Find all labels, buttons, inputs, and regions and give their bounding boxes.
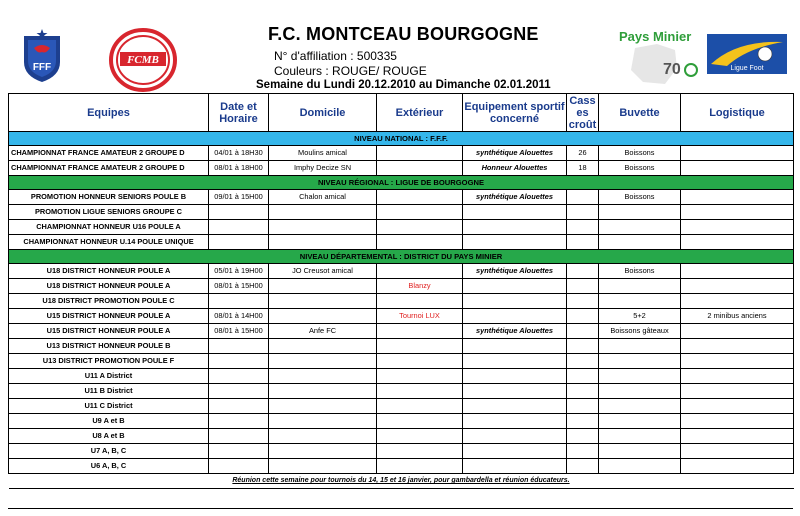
fff-logo [18, 28, 66, 84]
casse-croute-cell: 18 [567, 161, 599, 176]
venue-cell [463, 369, 567, 384]
logistics-cell [681, 324, 794, 339]
week-range: Semaine du Lundi 20.12.2010 au Dimanche 02.01.2011 [256, 79, 551, 91]
date-cell [209, 220, 269, 235]
date-cell [209, 205, 269, 220]
section-header [9, 250, 794, 264]
date-cell [209, 294, 269, 309]
casse-croute-cell [567, 444, 599, 459]
away-cell [377, 235, 463, 250]
fcmb-logo-text: FCMB [127, 54, 159, 66]
team-cell: U13 DISTRICT PROMOTION POULE F [9, 354, 209, 369]
venue-cell: synthétique Alouettes [463, 146, 567, 161]
table-header-row [9, 94, 794, 132]
date-cell [209, 235, 269, 250]
home-cell: Chalon amical [269, 190, 377, 205]
casse-croute-cell [567, 339, 599, 354]
table-row [9, 279, 794, 294]
away-cell [377, 264, 463, 279]
team-cell: U8 A et B [9, 429, 209, 444]
buvette-cell [599, 235, 681, 250]
away-cell [377, 339, 463, 354]
team-cell: PROMOTION LIGUE SENIORS GROUPE C [9, 205, 209, 220]
home-cell [269, 339, 377, 354]
home-cell [269, 414, 377, 429]
venue-cell [463, 354, 567, 369]
col-buvette: Buvette [599, 94, 681, 132]
casse-croute-cell [567, 354, 599, 369]
home-cell: Anfe FC [269, 324, 377, 339]
logistics-cell [681, 264, 794, 279]
buvette-cell: Boissons gâteaux [599, 324, 681, 339]
casse-croute-cell [567, 369, 599, 384]
casse-croute-cell [567, 324, 599, 339]
venue-cell [463, 339, 567, 354]
date-cell [209, 414, 269, 429]
date-cell [209, 354, 269, 369]
team-cell: CHAMPIONNAT HONNEUR U.14 POULE UNIQUE [9, 235, 209, 250]
buvette-cell: Boissons [599, 161, 681, 176]
logistics-cell [681, 279, 794, 294]
affiliation-number: N° d'affiliation : 500335 [274, 49, 397, 63]
venue-cell [463, 309, 567, 324]
table-row [9, 369, 794, 384]
buvette-cell: Boissons [599, 190, 681, 205]
date-cell [209, 459, 269, 474]
home-cell [269, 235, 377, 250]
home-cell [269, 309, 377, 324]
team-cell: U15 DISTRICT HONNEUR POULE A [9, 324, 209, 339]
away-cell [377, 190, 463, 205]
venue-cell [463, 459, 567, 474]
logistics-cell [681, 414, 794, 429]
buvette-cell [599, 369, 681, 384]
away-cell [377, 354, 463, 369]
pays-minier-logo-number: 70 [663, 61, 681, 78]
venue-cell [463, 205, 567, 220]
table-row [9, 324, 794, 339]
table-row [9, 384, 794, 399]
date-cell [209, 339, 269, 354]
logistics-cell [681, 294, 794, 309]
casse-croute-cell [567, 459, 599, 474]
venue-cell [463, 279, 567, 294]
buvette-cell [599, 220, 681, 235]
buvette-cell [599, 384, 681, 399]
date-cell: 05/01 à 19H00 [209, 264, 269, 279]
casse-croute-cell [567, 205, 599, 220]
buvette-cell [599, 279, 681, 294]
buvette-cell [599, 414, 681, 429]
home-cell [269, 354, 377, 369]
casse-croute-cell [567, 264, 599, 279]
venue-cell [463, 294, 567, 309]
logistics-cell [681, 220, 794, 235]
table-row [9, 205, 794, 220]
away-cell [377, 324, 463, 339]
home-cell [269, 279, 377, 294]
team-cell: U6 A, B, C [9, 459, 209, 474]
casse-croute-cell [567, 384, 599, 399]
team-cell: U11 C District [9, 399, 209, 414]
away-cell [377, 220, 463, 235]
pays-minier-logo-text: Pays Minier [619, 29, 692, 44]
table-row [9, 309, 794, 324]
footer-row [9, 474, 794, 489]
logistics-cell [681, 429, 794, 444]
date-cell [209, 399, 269, 414]
logistics-cell [681, 235, 794, 250]
section-header [9, 132, 794, 146]
col-domicile: Domicile [269, 94, 377, 132]
footer-note: Réunion cette semaine pour tournois du 14, 15 et 16 janvier, pour gambardella et réunion éducateurs. [9, 474, 794, 489]
away-cell [377, 414, 463, 429]
logistics-cell [681, 146, 794, 161]
table-row [9, 459, 794, 474]
buvette-cell [599, 459, 681, 474]
buvette-cell: 5+2 [599, 309, 681, 324]
home-cell [269, 384, 377, 399]
logistics-cell [681, 339, 794, 354]
home-cell [269, 369, 377, 384]
section-title: NIVEAU DÉPARTEMENTAL : DISTRICT DU PAYS MINIER [9, 250, 794, 264]
venue-cell [463, 414, 567, 429]
away-cell: Tournoi LUX [377, 309, 463, 324]
pays-minier-logo [617, 26, 699, 88]
table-row [9, 414, 794, 429]
table-row [9, 339, 794, 354]
club-title: F.C. MONTCEAU BOURGOGNE [268, 24, 539, 44]
logistics-cell [681, 459, 794, 474]
home-cell [269, 399, 377, 414]
casse-croute-cell [567, 429, 599, 444]
home-cell [269, 459, 377, 474]
buvette-cell [599, 399, 681, 414]
casse-croute-cell [567, 399, 599, 414]
team-cell: U11 B District [9, 384, 209, 399]
buvette-cell [599, 339, 681, 354]
table-row [9, 399, 794, 414]
away-cell [377, 429, 463, 444]
club-colors: Couleurs : ROUGE/ ROUGE [274, 64, 427, 78]
bottom-divider [8, 508, 793, 509]
away-cell [377, 146, 463, 161]
casse-croute-cell [567, 309, 599, 324]
team-cell: U15 DISTRICT HONNEUR POULE A [9, 309, 209, 324]
venue-cell [463, 235, 567, 250]
logistics-cell [681, 190, 794, 205]
home-cell: Imphy Decize SN [269, 161, 377, 176]
venue-cell [463, 444, 567, 459]
buvette-cell [599, 294, 681, 309]
date-cell [209, 429, 269, 444]
logistics-cell [681, 369, 794, 384]
team-cell: U7 A, B, C [9, 444, 209, 459]
logistics-cell [681, 205, 794, 220]
venue-cell: synthétique Alouettes [463, 190, 567, 205]
table-row [9, 294, 794, 309]
table-row [9, 220, 794, 235]
team-cell: U18 DISTRICT PROMOTION POULE C [9, 294, 209, 309]
casse-croute-cell: 26 [567, 146, 599, 161]
logistics-cell [681, 444, 794, 459]
date-cell: 09/01 à 15H00 [209, 190, 269, 205]
buvette-cell: Boissons [599, 146, 681, 161]
table-row [9, 429, 794, 444]
col-equipement: Equipement sportif concerné [463, 94, 567, 132]
away-cell: Blanzy [377, 279, 463, 294]
date-cell: 08/01 à 15H00 [209, 324, 269, 339]
venue-cell: synthétique Alouettes [463, 264, 567, 279]
logistics-cell: 2 minibus anciens [681, 309, 794, 324]
home-cell [269, 205, 377, 220]
casse-croute-cell [567, 414, 599, 429]
team-cell: U9 A et B [9, 414, 209, 429]
section-header [9, 176, 794, 190]
venue-cell [463, 220, 567, 235]
date-cell [209, 444, 269, 459]
home-cell: Moulins amical [269, 146, 377, 161]
logistics-cell [681, 161, 794, 176]
buvette-cell: Boissons [599, 264, 681, 279]
fff-logo-text: FFF [32, 62, 52, 73]
venue-cell [463, 429, 567, 444]
away-cell [377, 369, 463, 384]
table-row [9, 190, 794, 205]
venue-cell [463, 399, 567, 414]
schedule-table [8, 93, 794, 489]
team-cell: CHAMPIONNAT FRANCE AMATEUR 2 GROUPE D [9, 146, 209, 161]
ligue-foot-logo-text: Ligue Foot [730, 65, 764, 72]
date-cell: 08/01 à 18H00 [209, 161, 269, 176]
casse-croute-cell [567, 190, 599, 205]
logistics-cell [681, 399, 794, 414]
venue-cell: Honneur Alouettes [463, 161, 567, 176]
section-title: NIVEAU RÉGIONAL : LIGUE DE BOURGOGNE [9, 176, 794, 190]
table-row [9, 235, 794, 250]
team-cell: U18 DISTRICT HONNEUR POULE A [9, 264, 209, 279]
ligue-foot-logo [707, 34, 787, 74]
fcmb-logo [108, 28, 178, 92]
section-title: NIVEAU NATIONAL : F.F.F. [9, 132, 794, 146]
team-cell: U18 DISTRICT HONNEUR POULE A [9, 279, 209, 294]
home-cell [269, 429, 377, 444]
logistics-cell [681, 384, 794, 399]
team-cell: CHAMPIONNAT HONNEUR U16 POULE A [9, 220, 209, 235]
team-cell: CHAMPIONNAT FRANCE AMATEUR 2 GROUPE D [9, 161, 209, 176]
buvette-cell [599, 205, 681, 220]
away-cell [377, 384, 463, 399]
casse-croute-cell [567, 220, 599, 235]
table-row [9, 264, 794, 279]
date-cell: 08/01 à 15H00 [209, 279, 269, 294]
col-casse-croute: Cass es croût [567, 94, 599, 132]
venue-cell: synthétique Alouettes [463, 324, 567, 339]
away-cell [377, 399, 463, 414]
col-exterieur: Extérieur [377, 94, 463, 132]
casse-croute-cell [567, 235, 599, 250]
col-logistique: Logistique [681, 94, 794, 132]
casse-croute-cell [567, 279, 599, 294]
casse-croute-cell [567, 294, 599, 309]
away-cell [377, 294, 463, 309]
home-cell: JO Creusot amical [269, 264, 377, 279]
buvette-cell [599, 444, 681, 459]
home-cell [269, 220, 377, 235]
date-cell [209, 369, 269, 384]
table-row [9, 161, 794, 176]
logistics-cell [681, 354, 794, 369]
col-date: Date et Horaire [209, 94, 269, 132]
table-row [9, 146, 794, 161]
team-cell: PROMOTION HONNEUR SENIORS POULE B [9, 190, 209, 205]
away-cell [377, 205, 463, 220]
date-cell [209, 384, 269, 399]
team-cell: U13 DISTRICT HONNEUR POULE B [9, 339, 209, 354]
home-cell [269, 444, 377, 459]
home-cell [269, 294, 377, 309]
buvette-cell [599, 354, 681, 369]
col-equipes: Equipes [9, 94, 209, 132]
date-cell: 08/01 à 14H00 [209, 309, 269, 324]
away-cell [377, 459, 463, 474]
date-cell: 04/01 à 18H30 [209, 146, 269, 161]
table-row [9, 354, 794, 369]
away-cell [377, 161, 463, 176]
buvette-cell [599, 429, 681, 444]
table-row [9, 444, 794, 459]
team-cell: U11 A District [9, 369, 209, 384]
venue-cell [463, 384, 567, 399]
away-cell [377, 444, 463, 459]
